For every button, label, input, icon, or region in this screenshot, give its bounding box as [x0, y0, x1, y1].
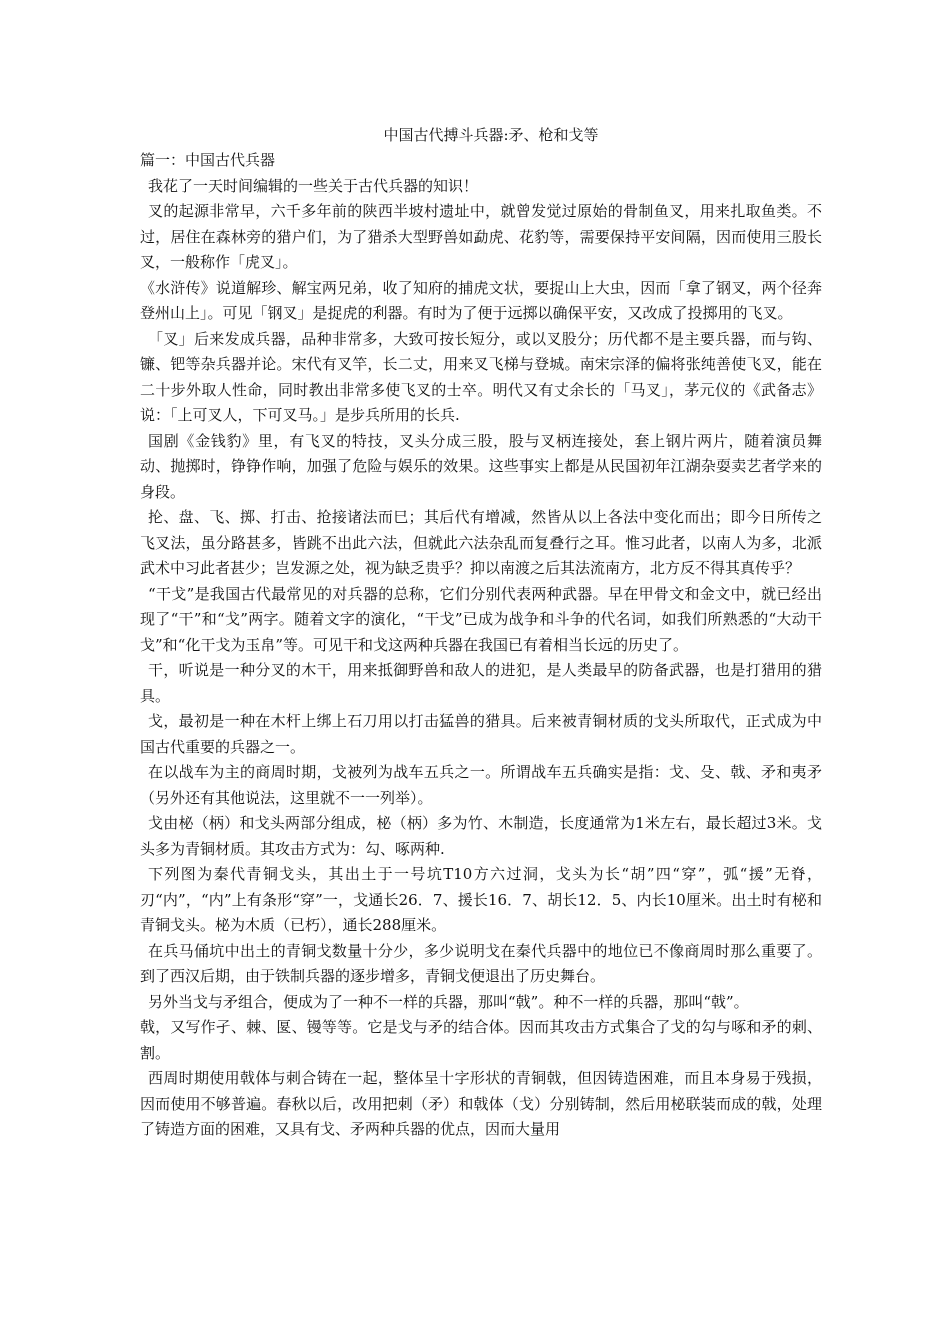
paragraph: 戈，最初是一种在木杆上绑上石刀用以打击猛兽的猎具。后来被青铜材质的戈头所取代，正式成为中国古代重要的兵器之一。 [140, 712, 822, 756]
paragraph: 叉的起源非常早，六千多年前的陕西半坡村遗址中，就曾发觉过原始的骨制鱼叉，用来扎取鱼类。不过，居住在森林旁的猎户们，为了猎杀大型野兽如勐虎、花豹等，需要保持平安间隔，因而使用三股长叉，一般称作「虎叉」。 [140, 202, 822, 271]
paragraph: 干，听说是一种分叉的木干，用来抵御野兽和敌人的进犯，是人类最早的防备武器，也是打猎用的猎具。 [140, 661, 822, 705]
paragraph: 《水浒传》说道解珍、解宝两兄弟，收了知府的捕虎文状，要捉山上大虫，因而「拿了钢叉，两个径奔登州山上」。可见「钢叉」是捉虎的利器。有时为了便于远掷以确保平安，又改成了投掷用的飞叉。 [140, 278, 822, 322]
paragraph: 国剧《金钱豹》里，有飞叉的特技，叉头分成三股，股与叉柄连接处，套上钢片两片，随着演员舞动、抛掷时，铮铮作响，加强了危险与娱乐的效果。这些事实上都是从民国初年江湖杂耍卖艺者学来的身段。 [140, 431, 822, 501]
paragraph: 「叉」后来发成兵器，品种非常多，大致可按长短分，或以叉股分；历代都不是主要兵器，而与钩、镰、钯等杂兵器并论。宋代有叉竿，长二丈，用来叉飞梯与登城。南宋宗泽的偏将张纯善使飞叉，能在二十步外取人性命，同时教出非常多使飞叉的士卒。明代又有丈余长的「马叉」，茅元仪的《武备志》说：「上可叉人，下可叉马。」是步兵所用的长兵. [140, 329, 822, 424]
paragraph: 下列图为秦代青铜戈头，其出土于一号坑T10方六过洞，戈头为长“胡”四“穿”，弧“援”无脊，刃“内”，“内”上有条形“穿”一，戈通长26．7、援长16．7、胡长12．5、内长10厘米。出土时有柲和青铜戈头。柲为木质（已朽），通长288厘米。 [140, 865, 822, 934]
paragraph: “干戈”是我国古代最常见的对兵器的总称，它们分别代表两种武器。早在甲骨文和金文中，就已经出现了“干”和“戈”两字。随着文字的演化，“干戈”已成为战争和斗争的代名词，如我们所熟悉的“大动干戈”和“化干戈为玉帛”等。可见干和戈这两种兵器在我国已有着相当长远的历史了。 [140, 584, 822, 654]
paragraph: 在兵马俑坑中出土的青铜戈数量十分少，多少说明戈在秦代兵器中的地位已不像商周时那么重要了。到了西汉后期，由于铁制兵器的逐步增多，青铜戈便退出了历史舞台。 [140, 941, 822, 985]
paragraph: 抡、盘、飞、掷、打击、抢接诸法而巳；其后代有增减，然皆从以上各法中变化而出；即今日所传之飞叉法，虽分路甚多，皆跳不出此六法，但就此六法杂乱而复叠行之耳。惟习此者，以南人为多，北派武术中习此者甚少；岂发源之处，视为缺乏贵乎？抑以南渡之后其法流南方，北方反不得其真传乎？ [140, 508, 822, 577]
paragraph: 在以战车为主的商周时期，戈被列为战车五兵之一。所谓战车五兵确实是指：戈、殳、戟、矛和夷矛（另外还有其他说法，这里就不一一列举）。 [140, 763, 822, 807]
paragraph: 戟，又写作孑、棘、匽、镘等等。它是戈与矛的结合体。因而其攻击方式集合了戈的勾与啄和矛的刺、割。 [140, 1018, 822, 1062]
document-title: 中国古代搏斗兵器:矛、枪和戈等 [383, 126, 599, 144]
paragraph: 我花了一天时间编辑的一些关于古代兵器的知识！ [148, 176, 479, 195]
paragraph: 戈由柲（柄）和戈头两部分组成，柲（柄）多为竹、木制造，长度通常为1米左右，最长超过3米。戈头多为青铜材质。其攻击方式为：勾、啄两种. [140, 814, 822, 858]
paragraph-heading: 篇一：中国古代兵器 [140, 151, 276, 169]
paragraph: 另外当戈与矛组合，便成为了一种不一样的兵器，那叫“戟”。种不一样的兵器，那叫“戟”。 [148, 992, 749, 1011]
paragraph: 西周时期使用戟体与刺合铸在一起，整体呈十字形状的青铜戟，但因铸造困难，而且本身易于残损，因而使用不够普遍。春秋以后，改用把刺（矛）和戟体（戈）分别铸制，然后用柲联装而成的戟，处理了铸造方面的困难，又具有戈、矛两种兵器的优点，因而大量用 [140, 1069, 822, 1138]
